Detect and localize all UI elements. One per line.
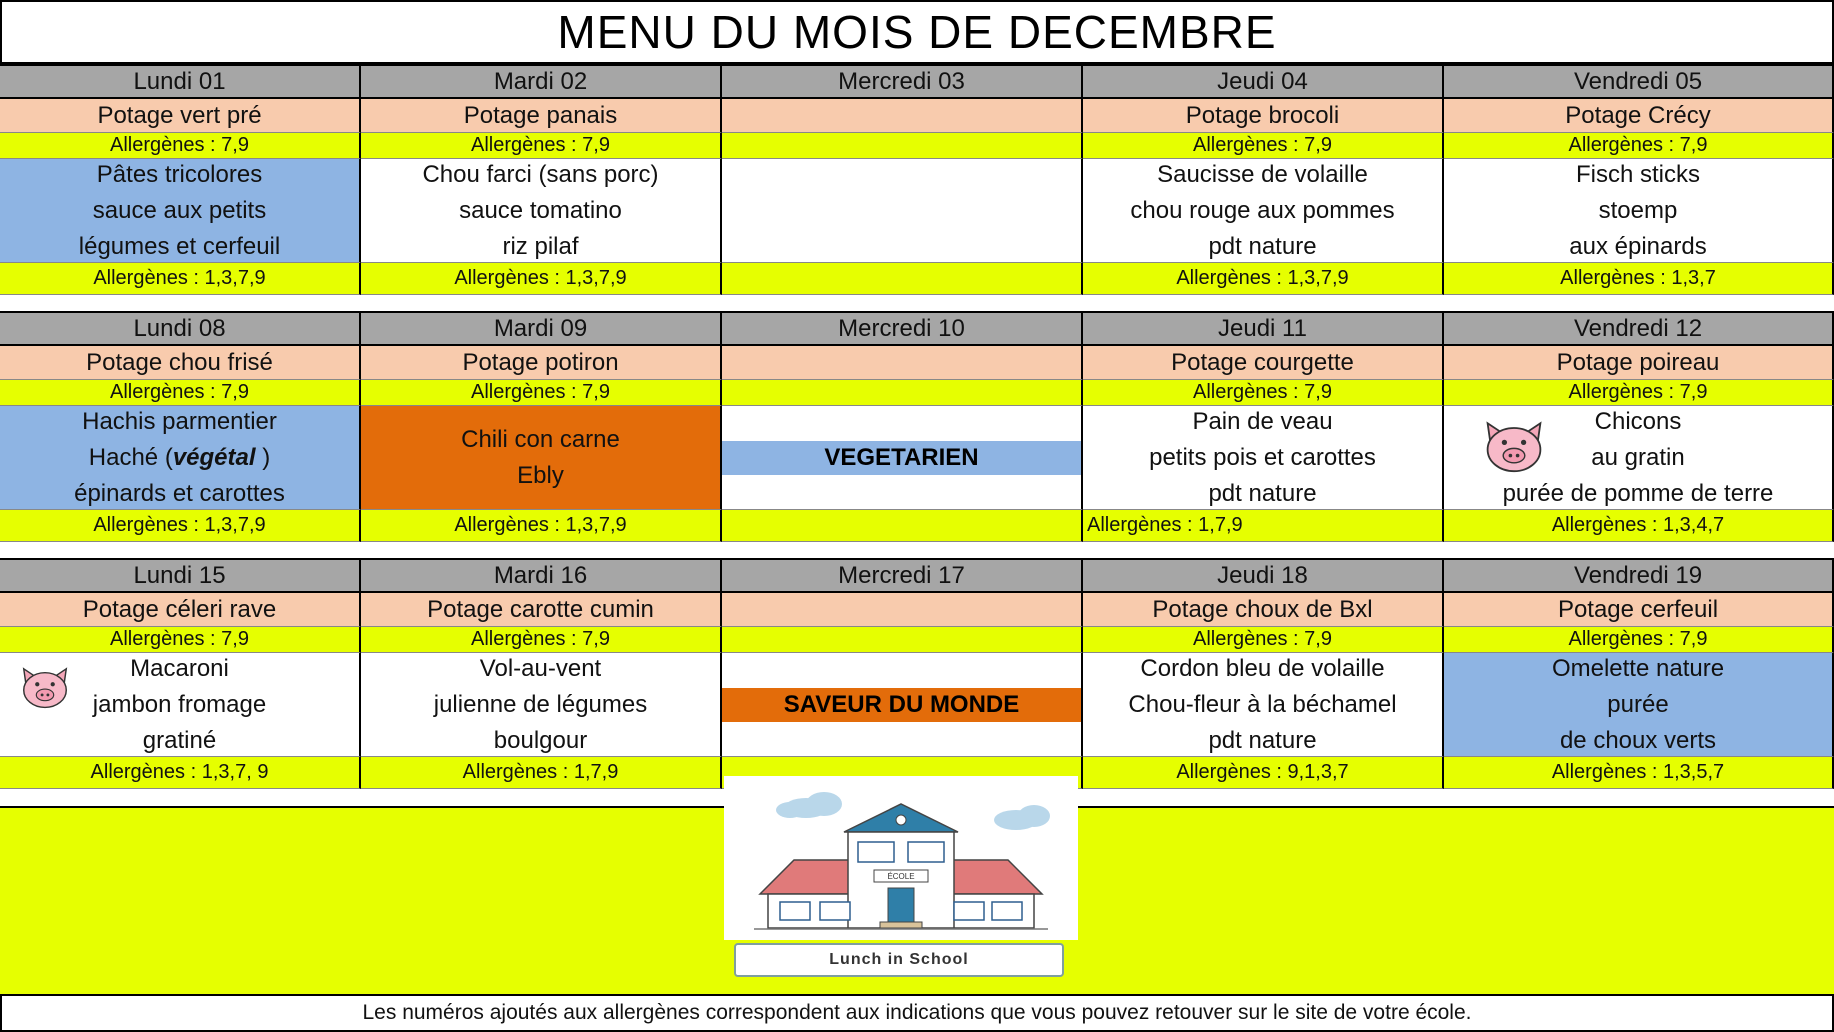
main-dish-line: [89, 440, 270, 476]
day-header: Jeudi 04: [1083, 64, 1444, 99]
soup-cell: Potage cerfeuil: [1444, 593, 1834, 627]
main-dish-cell: [1083, 653, 1444, 757]
main-dish-line: Pain de veau: [1192, 407, 1333, 435]
main-dish-line: purée de pomme de terre: [1502, 479, 1774, 507]
main-dish-cell: [361, 159, 722, 263]
day-header: Vendredi 19: [1444, 558, 1834, 593]
main-allergens: Allergènes : 1,3,7: [1444, 263, 1834, 295]
main-dish-line: boulgour: [493, 726, 588, 754]
pig-icon: [16, 663, 74, 711]
day-header: Mardi 02: [361, 64, 722, 99]
main-dish-line: Macaroni: [130, 654, 229, 682]
soup-cell: Potage poireau: [1444, 346, 1834, 380]
soup-allergens: Allergènes : 7,9: [1444, 133, 1834, 159]
main-dish-cell: [1083, 406, 1444, 510]
main-dish-line: Ebly: [517, 461, 564, 489]
day-header: Mardi 16: [361, 558, 722, 593]
soup-allergens: Allergènes : 7,9: [1083, 133, 1444, 159]
pig-icon: [1478, 416, 1550, 476]
main-dish-cell: [361, 653, 722, 757]
soup-allergens: Allergènes : 7,9: [1444, 380, 1834, 406]
main-dish-line: Chou farci (sans porc): [422, 160, 659, 188]
main-dish-line: pdt nature: [1208, 726, 1317, 754]
main-allergens: Allergènes : 1,3,7, 9: [0, 757, 361, 789]
main-dish-line: aux épinards: [1569, 232, 1707, 260]
lunch-in-school-badge: Lunch in School: [734, 943, 1064, 977]
soup-allergens: Allergènes : 7,9: [361, 380, 722, 406]
main-dish-line: julienne de légumes: [433, 690, 648, 718]
theme-band: SAVEUR DU MONDE: [722, 688, 1081, 722]
day-header: Mercredi 03: [722, 64, 1083, 99]
main-dish-line: Chou-fleur à la béchamel: [1128, 690, 1397, 718]
main-dish-cell: [722, 159, 1083, 263]
main-allergens: Allergènes : 9,1,3,7: [1083, 757, 1444, 789]
soup-allergens: Allergènes : 7,9: [0, 627, 361, 653]
main-dish-line: Pâtes tricolores: [96, 160, 263, 188]
main-allergens: Allergènes : 1,3,7,9: [0, 510, 361, 542]
main-dish-line: stoemp: [1598, 196, 1678, 224]
main-dish-line-part: ): [255, 443, 271, 471]
day-header: Vendredi 12: [1444, 311, 1834, 346]
day-header: Mercredi 17: [722, 558, 1083, 593]
soup-cell: Potage panais: [361, 99, 722, 133]
soup-cell: Potage courgette: [1083, 346, 1444, 380]
soup-allergens: Allergènes : 7,9: [0, 380, 361, 406]
main-dish-line: de choux verts: [1559, 726, 1717, 754]
main-dish-line: Hachis parmentier: [82, 407, 277, 435]
soup-cell: Potage vert pré: [0, 99, 361, 133]
main-dish-cell: [1444, 653, 1834, 757]
school-illustration: [724, 776, 1078, 940]
main-dish-line: petits pois et carottes: [1149, 443, 1376, 471]
main-dish-cell: [722, 406, 1083, 510]
soup-allergens: [722, 133, 1083, 159]
main-dish-cell: [722, 653, 1083, 757]
main-dish-line: riz pilaf: [502, 232, 579, 260]
main-allergens: Allergènes : 1,7,9: [361, 757, 722, 789]
day-header: Lundi 15: [0, 558, 361, 593]
main-dish-line: Chili con carne: [461, 425, 620, 453]
soup-allergens: Allergènes : 7,9: [0, 133, 361, 159]
day-header: Mardi 09: [361, 311, 722, 346]
main-dish-cell: [0, 159, 361, 263]
main-allergens: [722, 510, 1083, 542]
soup-cell: [722, 593, 1083, 627]
soup-cell: Potage choux de Bxl: [1083, 593, 1444, 627]
soup-cell: Potage carotte cumin: [361, 593, 722, 627]
main-allergens: Allergènes : 1,3,5,7: [1444, 757, 1834, 789]
day-header: Lundi 08: [0, 311, 361, 346]
main-dish-line: Saucisse de volaille: [1157, 160, 1368, 188]
main-allergens: Allergènes : 1,3,7,9: [361, 263, 722, 295]
vegetal-emphasis: végétal: [172, 443, 256, 471]
soup-cell: Potage céleri rave: [0, 593, 361, 627]
soup-allergens: Allergènes : 7,9: [1083, 380, 1444, 406]
soup-allergens: Allergènes : 7,9: [361, 627, 722, 653]
main-allergens: Allergènes : 1,3,7,9: [0, 263, 361, 295]
main-dish-line: légumes et cerfeuil: [78, 232, 281, 260]
main-dish-line: Chicons: [1594, 407, 1682, 435]
main-dish-line: jambon fromage: [92, 690, 267, 718]
page-title: MENU DU MOIS DE DECEMBRE: [0, 0, 1834, 64]
soup-cell: [722, 99, 1083, 133]
day-header: Jeudi 11: [1083, 311, 1444, 346]
soup-allergens: [722, 380, 1083, 406]
theme-band: VEGETARIEN: [722, 441, 1081, 475]
main-dish-line: Cordon bleu de volaille: [1140, 654, 1385, 682]
main-dish-line: purée: [1607, 690, 1669, 718]
main-dish-cell: [1444, 159, 1834, 263]
soup-cell: [722, 346, 1083, 380]
main-dish-cell: [1083, 159, 1444, 263]
main-dish-line: Omelette nature: [1551, 654, 1725, 682]
soup-cell: Potage brocoli: [1083, 99, 1444, 133]
soup-cell: Potage potiron: [361, 346, 722, 380]
main-dish-line: sauce tomatino: [459, 196, 622, 224]
soup-allergens: Allergènes : 7,9: [1083, 627, 1444, 653]
soup-allergens: Allergènes : 7,9: [1444, 627, 1834, 653]
main-dish-cell: [0, 406, 361, 510]
svg-text:ÉCOLE: ÉCOLE: [887, 872, 915, 881]
soup-cell: Potage chou frisé: [0, 346, 361, 380]
main-allergens: Allergènes : 1,7,9: [1083, 510, 1444, 542]
main-dish-line: épinards et carottes: [74, 479, 285, 507]
main-allergens: [722, 263, 1083, 295]
main-dish-line: pdt nature: [1208, 479, 1317, 507]
day-header: Jeudi 18: [1083, 558, 1444, 593]
main-dish-line: pdt nature: [1208, 232, 1317, 260]
day-header: Mercredi 10: [722, 311, 1083, 346]
main-dish-line: chou rouge aux pommes: [1130, 196, 1395, 224]
main-allergens: Allergènes : 1,3,7,9: [1083, 263, 1444, 295]
main-dish-cell: [361, 406, 722, 510]
soup-allergens: Allergènes : 7,9: [361, 133, 722, 159]
day-header: Vendredi 05: [1444, 64, 1834, 99]
day-header: Lundi 01: [0, 64, 361, 99]
main-dish-line: sauce aux petits: [92, 196, 267, 224]
main-dish-line: Fisch sticks: [1575, 160, 1700, 188]
main-dish-line: au gratin: [1591, 443, 1685, 471]
main-dish-line-part: Haché (: [88, 443, 173, 471]
main-dish-line: Vol-au-vent: [479, 654, 602, 682]
allergen-footnote: Les numéros ajoutés aux allergènes correspondent aux indications que vous pouvez retouver sur le site de votre école.: [0, 994, 1834, 1032]
main-allergens: Allergènes : 1,3,7,9: [361, 510, 722, 542]
main-allergens: Allergènes : 1,3,4,7: [1444, 510, 1834, 542]
soup-cell: Potage Crécy: [1444, 99, 1834, 133]
main-dish-line: gratiné: [142, 726, 217, 754]
soup-allergens: [722, 627, 1083, 653]
